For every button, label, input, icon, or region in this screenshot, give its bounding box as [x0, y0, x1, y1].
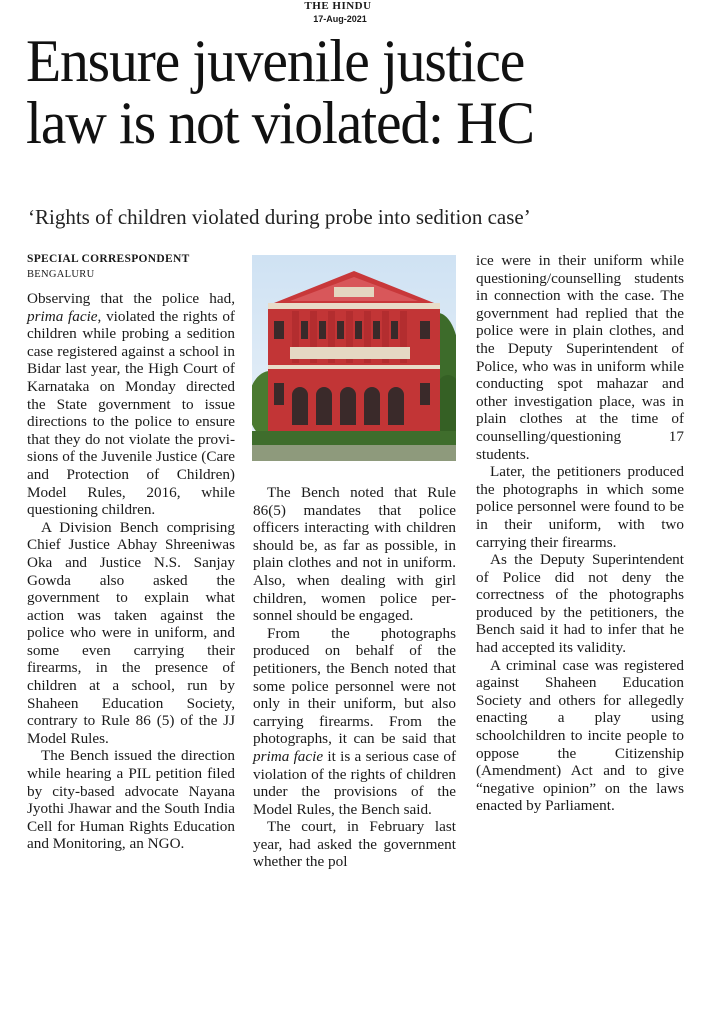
article-column-3 — [476, 252, 684, 815]
article-subheadline: ‘Rights of children violated during probe into sedition case’ — [28, 205, 531, 229]
headline-line-1: Ensure juvenile justice — [26, 28, 525, 94]
high-court-building-image — [252, 255, 456, 461]
paragraph: The Bench noted that Rule 86(5) mandates that police officers interacting with children should be, as far as possible, in plain clothes and not in uniform. Also, when dealing with girl children, women police personnel should be engaged. — [253, 484, 456, 625]
dateline: BENGALURU — [27, 269, 95, 280]
paragraph-text: it is a serious case of violation of the rights of children under the provisions of the Model Rules, the Bench said. — [253, 747, 456, 818]
paragraph — [253, 625, 456, 819]
italic-text: prima facie — [27, 307, 98, 325]
paragraph — [27, 290, 235, 519]
article-headline — [26, 30, 660, 154]
publication-date: 17-Aug-2021 — [313, 14, 367, 24]
court-building-photo — [252, 255, 456, 461]
article-column-1 — [27, 290, 235, 853]
byline: SPECIAL CORRESPONDENT — [27, 253, 190, 265]
paragraph-text: , violated the rights of children while probing a sedition case registered against a school in Bidar last year, the High Court of Karnataka on Monday directed the State government to issue directions to the police to ensure that they do not violate the provisions of the Juvenile Justice (Care and Protection of Children) Model Rules, 2016, while questioning children. — [27, 307, 235, 519]
article-column-2 — [253, 484, 456, 871]
paragraph: A criminal case was registered against Shaheen Education Society and others for allegedly enacting a play using schoolchildren to incite people to oppose the Citizenship (Amendment) Act and to give “negative opinion” on the laws enacted by Parliament. — [476, 656, 684, 815]
paragraph: ice were in their uniform while questioning/counselling students in connection with the case. The government had replied that the police were in plain clothes, and the Deputy Superintendent of Police, who was in uniform while conducting spot mahazar and other investigation place, was in plain clothes at the time of counselling/questioning 17 students. — [476, 252, 684, 463]
paragraph: As the Deputy Superintendent of Police did not deny the correctness of the photographs produced by the petitioners, the Bench said it had to infer that he had accepted its validity. — [476, 551, 684, 657]
paragraph-text: From the photographs produced on behalf of the petitioners, the Bench noted that some police personnel were not only in their uniform, but also carrying firearms. From the photographs, it can be said that — [253, 624, 456, 748]
paragraph: The court, in February last year, had asked the government whether the pol — [253, 818, 456, 871]
paragraph-text: Observing that the police had, — [27, 290, 235, 307]
paragraph: The Bench issued the direction while hearing a PIL petition filed by city-based advocate Nayana Jyothi Jhawar and the South India Cell for Human Rights Education and Monitoring, an NGO. — [27, 747, 235, 853]
newspaper-masthead: THE HINDU — [304, 0, 372, 12]
italic-text: prima facie — [253, 747, 324, 765]
headline-line-2: law is not violated: HC — [26, 90, 534, 156]
paragraph: A Division Bench comprising Chief Justice Abhay Shreeniwas Oka and Justice N.S. Sanjay Gowda also asked the government to explain what action was taken against the police who were in uniform, and some even carrying their firearms, in the presence of children at a school, run by Shaheen Education Society, contrary to Rule 86 (5) of the JJ Model Rules. — [27, 518, 235, 747]
paragraph: Later, the petitioners produced the photographs in which some police personnel were found to be in their uniform, with two carrying their firearms. — [476, 463, 684, 551]
